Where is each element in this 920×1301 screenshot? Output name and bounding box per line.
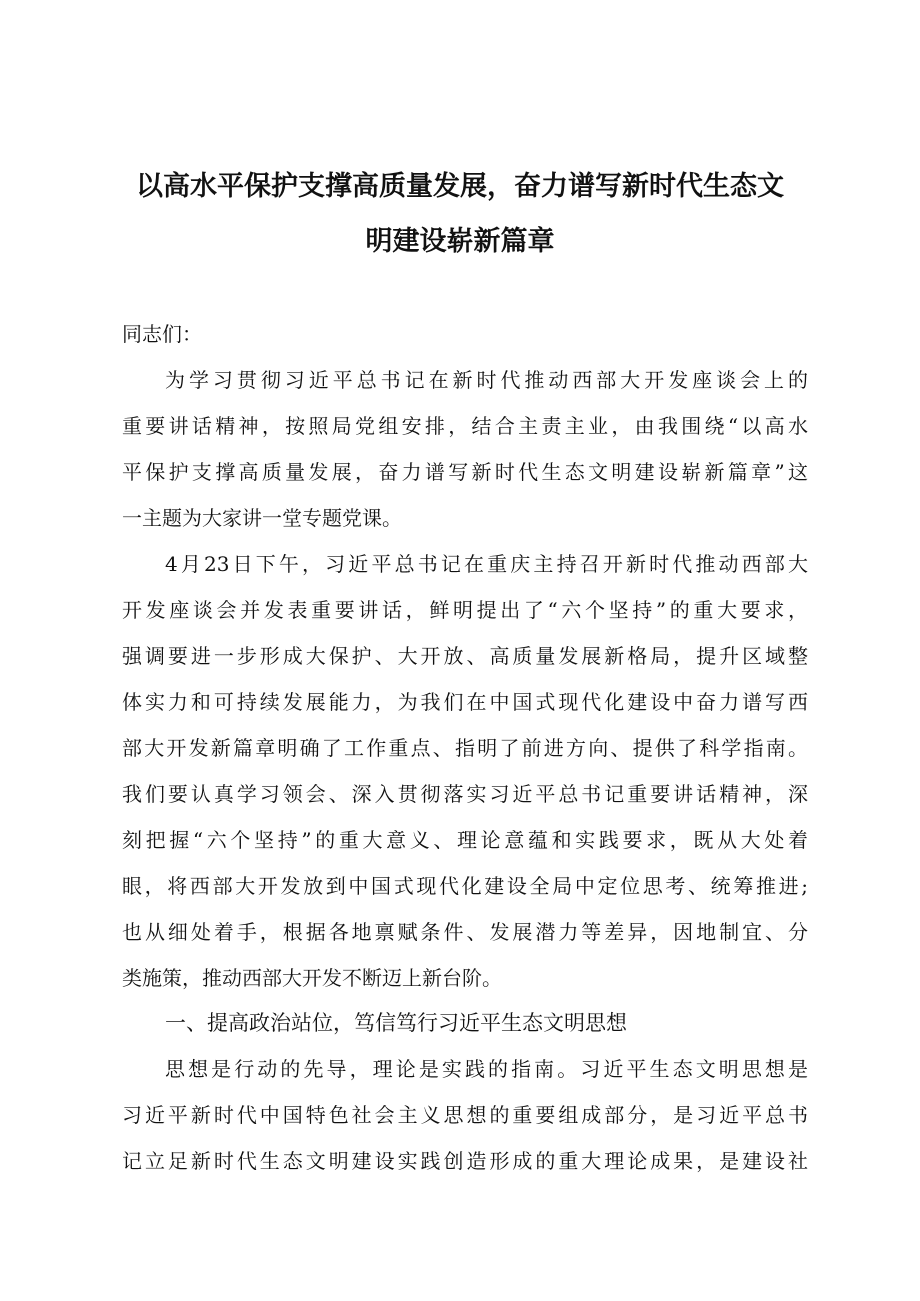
- paragraph-1-line-1: 为学习贯彻习近平总书记在新时代推动西部大开发座谈会上的: [165, 368, 808, 392]
- paragraph-1-line-3: 平保护支撑高质量发展，奋力谱写新时代生态文明建设崭新篇章”这: [122, 460, 808, 484]
- paragraph-1-line-2: 重要讲话精神，按照局党组安排，结合主责主业，由我围绕“以高水: [122, 414, 808, 438]
- paragraph-2-line-10: 类施策，推动西部大开发不断迈上新台阶。: [122, 966, 502, 990]
- paragraph-2-line-5: 部大开发新篇章明确了工作重点、指明了前进方向、提供了科学指南。: [122, 736, 808, 760]
- paragraph-3-line-3: 记立足新时代生态文明建设实践创造形成的重大理论成果，是建设社: [122, 1149, 808, 1173]
- section-1-heading: 一、提高政治站位，笃信笃行习近平生态文明思想: [165, 1011, 627, 1035]
- document-title-line-1: 以高水平保护支撑高质量发展，奋力谱写新时代生态文: [136, 171, 784, 202]
- paragraph-3-line-1: 思想是行动的先导，理论是实践的指南。习近平生态文明思想是: [165, 1057, 808, 1081]
- paragraph-3-line-2: 习近平新时代中国特色社会主义思想的重要组成部分，是习近平总书: [122, 1103, 808, 1127]
- paragraph-2-line-4: 体实力和可持续发展能力，为我们在中国式现代化建设中奋力谱写西: [122, 690, 808, 714]
- paragraph-2-line-8: 眼，将西部大开发放到中国式现代化建设全局中定位思考、统筹推进;: [122, 874, 808, 898]
- salutation: 同志们：: [122, 322, 202, 346]
- document-title-line-2: 明建设崭新篇章: [365, 226, 555, 257]
- paragraph-2-line-1: 4月23日下午，习近平总书记在重庆主持召开新时代推动西部大: [165, 552, 808, 576]
- paragraph-2-line-3: 强调要进一步形成大保护、大开放、高质量发展新格局，提升区域整: [122, 644, 808, 668]
- paragraph-2-line-2: 开发座谈会并发表重要讲话，鲜明提出了“六个坚持”的重大要求，: [122, 598, 808, 622]
- paragraph-2-line-7: 刻把握“六个坚持”的重大意义、理论意蕴和实践要求，既从大处着: [122, 828, 808, 852]
- paragraph-1-line-4: 一主题为大家讲一堂专题党课。: [122, 506, 402, 530]
- paragraph-2-line-6: 我们要认真学习领会、深入贯彻落实习近平总书记重要讲话精神，深: [122, 782, 808, 806]
- paragraph-2-line-9: 也从细处着手，根据各地禀赋条件、发展潜力等差异，因地制宜、分: [122, 920, 808, 944]
